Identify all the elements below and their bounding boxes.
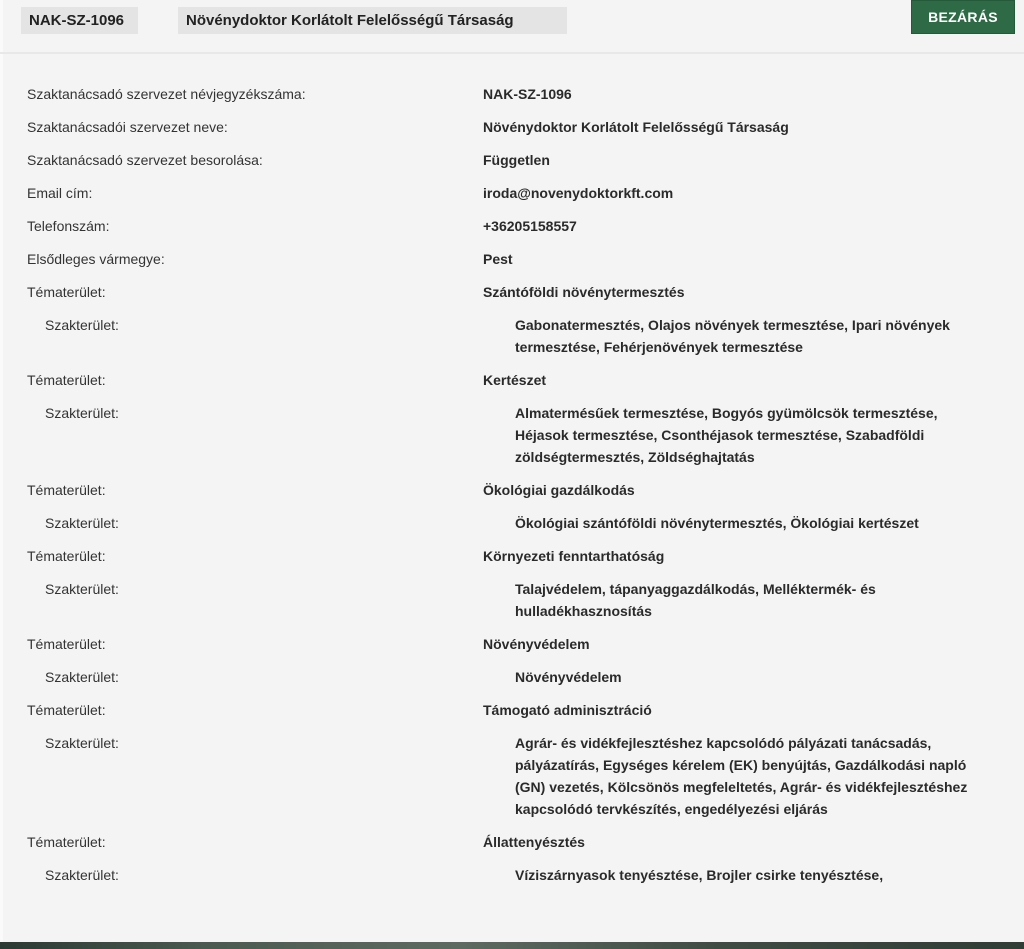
field-label: Szakterület: [45,735,119,751]
field-row [0,512,1024,534]
close-button[interactable]: BEZÁRÁS [911,0,1015,34]
topic-value: Szántóföldi növénytermesztés [483,284,685,300]
modal-header [0,0,1024,54]
background-image [0,942,1024,949]
detail-value: NAK-SZ-1096 [483,86,572,102]
field-label: Szakterület: [45,669,119,685]
topic-value: Állattenyésztés [483,834,585,850]
field-value: Gabonatermesztés, Olajos növények termesztése, Ipari növények termesztése, Fehérjenövények termesztése [515,317,950,355]
field-row [0,666,1024,688]
field-row [0,864,1024,886]
topic-row [0,545,1024,567]
topic-label: Tématerület: [27,834,106,850]
details-list [0,83,1024,897]
detail-label: Szaktanácsadói szervezet neve: [27,119,228,135]
field-label: Szakterület: [45,317,119,333]
detail-value-email: iroda@novenydoktorkft.com [483,185,674,201]
field-label: Szakterület: [45,867,119,883]
field-value: Agrár- és vidékfejlesztéshez kapcsolódó pályázati tanácsadás, pályázatírás, Egységes kérelem (EK) benyújtás, Gazdálkodási napló (GN) vezetés, Kölcsönös megfeleltetés, Agrár- és vidékfejlesztéshez kapcsolódó tervkészítés, engedélyezési eljárás [515,735,968,817]
detail-value: Független [483,152,550,168]
detail-row-phone [0,215,1024,237]
field-value: Ökológiai szántóföldi növénytermesztés, Ökológiai kertészet [515,515,919,531]
field-row [0,578,1024,622]
field-label: Szakterület: [45,581,119,597]
topic-label: Tématerület: [27,702,106,718]
organization-name-chip: Növénydoktor Korlátolt Felelősségű Társaság [178,7,567,34]
detail-value: Növénydoktor Korlátolt Felelősségű Társaság [483,119,789,135]
detail-value-phone: +36205158557 [483,218,577,234]
topic-row [0,831,1024,853]
topic-label: Tématerület: [27,548,106,564]
detail-label: Szaktanácsadó szervezet besorolása: [27,152,263,168]
detail-label: Telefonszám: [27,218,110,234]
detail-row-county [0,248,1024,270]
field-value: Víziszárnyasok tenyésztése, Brojler csirke tenyésztése, [515,867,884,883]
topic-value: Környezeti fenntarthatóság [483,548,665,564]
field-row [0,314,1024,358]
field-value: Almatermésűek termesztése, Bogyós gyümölcsök termesztése, Héjasok termesztése, Csonthéjasok termesztése, Szabadföldi zöldségtermesztés, Zöldséghajtatás [515,405,938,465]
topic-label: Tématerület: [27,284,106,300]
detail-label: Szaktanácsadó szervezet névjegyzékszáma: [27,86,306,102]
topic-row [0,281,1024,303]
topic-row [0,369,1024,391]
topic-label: Tématerület: [27,372,106,388]
field-label: Szakterület: [45,515,119,531]
topic-value: Kertészet [483,372,547,388]
field-value: Növényvédelem [515,669,622,685]
topic-value: Ökológiai gazdálkodás [483,482,635,498]
topic-value: Támogató adminisztráció [483,702,652,718]
topic-label: Tématerület: [27,636,106,652]
field-value: Talajvédelem, tápanyaggazdálkodás, Melléktermék- és hulladékhasznosítás [515,581,876,619]
detail-value: Pest [483,251,513,267]
field-row [0,402,1024,468]
field-row [0,732,1024,820]
field-label: Szakterület: [45,405,119,421]
registry-code-chip: NAK-SZ-1096 [21,7,138,34]
topic-row [0,633,1024,655]
detail-label: Elsődleges vármegye: [27,251,165,267]
detail-row-classification [0,149,1024,171]
detail-row-email [0,182,1024,204]
topic-label: Tématerület: [27,482,106,498]
topic-value: Növényvédelem [483,636,590,652]
topic-row [0,699,1024,721]
topic-row [0,479,1024,501]
detail-row-registry-number [0,83,1024,105]
detail-label: Email cím: [27,185,93,201]
detail-row-org-name [0,116,1024,138]
